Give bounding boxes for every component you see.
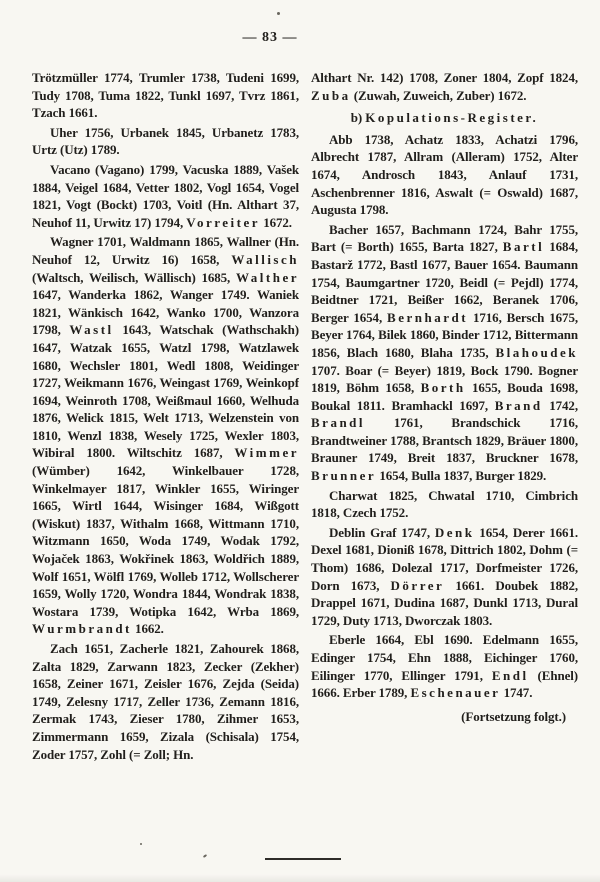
register-paragraph xyxy=(32,69,299,122)
section-end-rule xyxy=(265,858,341,860)
emphasized-name: Wastl xyxy=(69,322,114,338)
text-run: Wagner 1701, Waldmann 1865, Wallner (Hn. Neuhof 12, Urwitz 16) 1658, xyxy=(32,234,299,267)
emphasized-name: Denk xyxy=(434,524,475,540)
emphasized-name: Bartl xyxy=(502,239,545,255)
text-run: 1747. xyxy=(500,685,533,701)
emphasized-name: Walther xyxy=(236,269,299,285)
text-run: 1661. Doubek 1882, Drappel 1671, Dudina 1687, Dunkl 1713, Dural 1729, Duty 1713, Dworczak 1803. xyxy=(311,577,578,628)
text-run: Trötzmüller 1774, Trumler 1738, Tudeni 1699, Tudy 1708, Tuma 1822, Tunkl 1697, Tvrz 1861, Tzach 1661. xyxy=(32,70,299,121)
text-run: 1716, Bersch 1675, Beyer 1764, Bilek 1860, Binder 1712, Bittermann 1856, Blach 1680, Blaha 1735, xyxy=(311,309,578,360)
section-heading xyxy=(311,109,578,127)
text-run: b) xyxy=(350,110,366,126)
text-run: 1654, Derer 1661. Dexel 1681, Dioniß 1678, Dittrich 1802, Dohm (= Thom) 1686, Dolezal 1717, Dorfmeister 1726, Dorn 1673, xyxy=(311,524,578,593)
text-run: 1672. xyxy=(260,214,292,230)
text-run: 1707. Boar (= Beyer) 1819, Bock 1790. Bogner 1819, Böhm 1658, xyxy=(311,362,578,396)
page-number: — 83 — xyxy=(242,30,298,45)
text-run: Zach 1651, Zacherle 1821, Zahourek 1868, Zalta 1829, Zarwann 1823, Zecker (Zekher) 1658, Zeiner 1671, Zeisler 1676, Zejda (Seida) 1749, Zelesny 1717, Zeller 1736, Zemann 1816, Zermak 1743, Zieser 1780, Zihmer 1653, Zimmermann 1659, Zizala (Schisala) 1754, Zoder 1757, Zohl (= Zoll; Hn. xyxy=(32,641,299,762)
emphasized-name: Endl xyxy=(491,667,529,683)
emphasized-name: Brandl xyxy=(311,415,366,431)
emphasized-name: Kopulations-Register. xyxy=(365,110,539,126)
emphasized-name: Bernhardt xyxy=(387,309,469,325)
register-paragraph xyxy=(32,640,299,763)
text-run: 1662. xyxy=(131,621,164,637)
ink-speck xyxy=(277,12,280,15)
text-columns xyxy=(32,69,578,859)
ink-speck xyxy=(140,843,142,845)
text-run: 1654, Bulla 1837, Burger 1829. xyxy=(376,468,547,484)
emphasized-name: Dörrer xyxy=(390,577,445,593)
text-run: 1647, Wanderka 1862, Wanger 1749. Waniek 1821, Wänkisch 1642, Wanko 1700, Wanzora 1798, xyxy=(32,287,299,338)
text-run: 1684, Bastarž 1772, Bastl 1677, Bauer 1654. Baumann 1754, Baumgartner 1720, Beidl (= Pejdl) 1774, Beidtner 1721, Beißer 1662, Beranek 1706, Berger 1654, xyxy=(311,239,578,325)
emphasized-name: Wimmer xyxy=(234,445,299,461)
emphasized-name: Wallisch xyxy=(231,251,299,267)
left-column xyxy=(32,69,299,859)
text-run: Charwat 1825, Chwatal 1710, Cimbrich 1818, Czech 1752. xyxy=(311,487,578,521)
text-run: Abb 1738, Achatz 1833, Achatzi 1796, Albrecht 1787, Allram (Alleram) 1752, Alter 1674, Androsch 1843, Anlauf 1731, Aschenbrenner 1816, Aswalt (= Oswald) 1687, Augusta 1798. xyxy=(311,131,578,218)
emphasized-name: Vorreiter xyxy=(186,214,261,230)
text-run: Vacano (Vagano) 1799, Vacuska 1889, Vašek 1884, Veigel 1684, Vetter 1802, Vogl 1654, Vogel 1821, Vogt (Bockt) 1703, Voitl (Hn. Althart 37, Neuhof 11, Urwitz 17) 1794, xyxy=(32,161,299,230)
register-paragraph xyxy=(311,631,578,701)
emphasized-name: Brand xyxy=(494,397,543,413)
register-paragraph xyxy=(311,524,578,630)
right-column xyxy=(311,69,578,859)
text-run: 1742, xyxy=(542,397,578,413)
emphasized-name: Zuba xyxy=(311,87,351,103)
text-run: (Zuwah, Zuweich, Zuber) 1672. xyxy=(350,87,527,103)
emphasized-name: Brunner xyxy=(311,468,377,484)
emphasized-name: Borth xyxy=(420,380,466,396)
register-paragraph xyxy=(32,233,299,638)
text-run: (Waltsch, Weilisch, Wällisch) 1685, xyxy=(32,269,236,285)
text-run: 1655, Bouda 1698, Boukal 1811. Bramhackl 1697, xyxy=(311,380,578,413)
emphasized-name: Eschenauer xyxy=(410,685,501,701)
emphasized-name: Blahoudek xyxy=(495,344,578,360)
emphasized-name: Wurmbrandt xyxy=(32,621,132,637)
continuation-note xyxy=(311,708,578,726)
text-run: Deblin Graf 1747, xyxy=(329,524,435,540)
text-run: (Ehnel) 1666. Erber 1789, xyxy=(311,667,578,701)
register-paragraph xyxy=(311,487,578,522)
text-run: Uher 1756, Urbanek 1845, Urbanetz 1783, Urtz (Utz) 1789. xyxy=(32,124,299,158)
text-run: 1643, Watschak (Wathschakh) 1647, Watzak 1655, Watzl 1798, Watzlawek 1680, Wechsler 1801, Wedl 1808, Weidinger 1727, Weikmann 1676, Weingast 1769, Weinkopf 1694, Weinroth 1708, Weißmaul 1660, Welhuda 1876, Welick 1815, Welt 1713, Welzenstein von 1810, Wenzl 1838, Wesely 1725, Wexler 1803, Wibiral 1800. Wiltschitz 1687, xyxy=(32,322,299,461)
text-run: 1761, Brandschick 1716, Brandtweiner 1788, Brantsch 1829, Bräuer 1800, Brauner 1749, Breit 1837, Bruckner 1678, xyxy=(311,415,578,466)
text-run: Bacher 1657, Bachmann 1724, Bahr 1755, Bart (= Borth) 1655, Barta 1827, xyxy=(311,221,578,255)
register-paragraph xyxy=(311,221,578,485)
text-run: (Wümber) 1642, Winkelbauer 1728, Winkelmayer 1817, Winkler 1655, Wiringer 1665, Wirtl 1644, Wisinger 1684, Wißgott (Wiskut) 1837, Withalm 1668, Wittmann 1710, Witzmann 1650, Woda 1749, Wodak 1792, Wojaček 1863, Wokřinek 1863, Woldřich 1889, Wolf 1651, Wölfl 1769, Wolleb 1712, Wollscherer 1659, Wolly 1720, Wondra 1844, Wondrak 1838, Wostara 1739, Wotipka 1642, Wrba 1869, xyxy=(32,463,299,619)
register-paragraph xyxy=(311,69,578,104)
register-paragraph xyxy=(311,131,578,219)
register-paragraph xyxy=(32,124,299,159)
register-paragraph xyxy=(32,161,299,231)
text-run: (Fortsetzung folgt.) xyxy=(461,708,566,724)
text-run: Althart Nr. 142) 1708, Zoner 1804, Zopf 1824, xyxy=(311,70,578,85)
text-run: Eberle 1664, Ebl 1690. Edelmann 1655, Edinger 1754, Ehn 1888, Eichinger 1760, Eilinger 1770, Ellinger 1791, xyxy=(311,632,578,683)
